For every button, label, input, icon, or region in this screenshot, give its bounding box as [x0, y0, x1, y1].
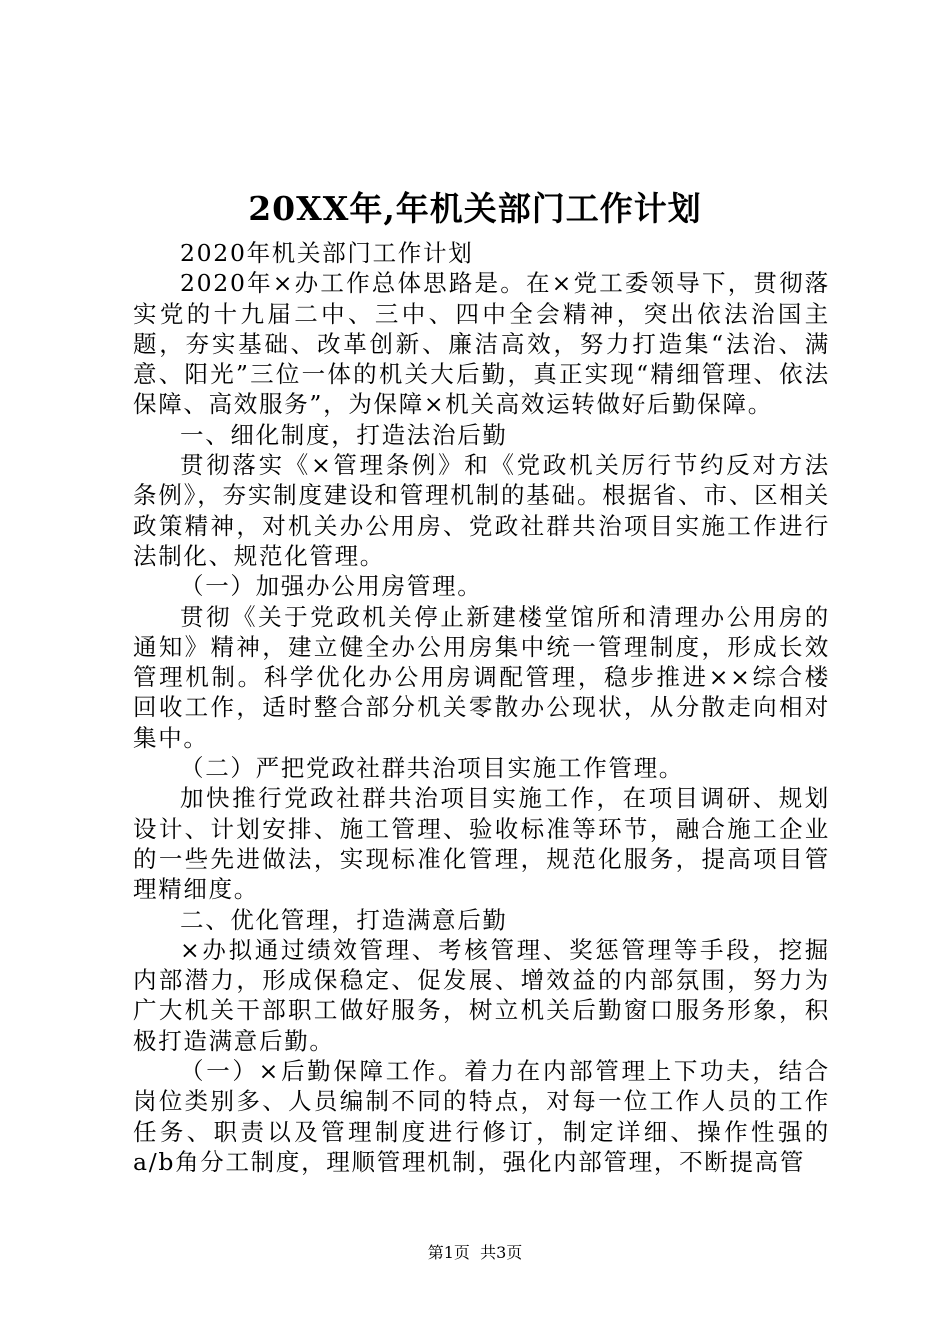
subsection-heading-1-2: （二）严把党政社群共治项目实施工作管理。	[180, 754, 684, 783]
paragraph-subsection-1-2: 加快推行党政社群共治项目实施工作，在项目调研、规划设计、计划安排、施工管理、验收标准等环节，融合施工企业的一些先进做法，实现标准化管理，规范化服务，提高项目管理精细度。	[133, 784, 830, 904]
paragraph-subtitle: 2020年机关部门工作计划	[180, 239, 474, 267]
paragraph-subsection-2-1: （一）×后勤保障工作。着力在内部管理上下功夫，结合岗位类别多、人员编制不同的特点，对每一位工作人员的工作任务、职责以及管理制度进行修订，制定详细、操作性强的a/b角分工制度，理顺管理机制，强化内部管理，不断提高管	[133, 1057, 830, 1176]
document-body	[133, 238, 830, 1177]
paragraph-subsection-1-1: 贯彻《关于党政机关停止新建楼堂馆所和清理办公用房的通知》精神，建立健全办公用房集中统一管理制度，形成长效管理机制。科学优化办公用房调配管理，稳步推进××综合楼回收工作，适时整合部分机关零散办公现状，从分散走向相对集中。	[133, 602, 830, 752]
subsection-heading-1-1: （一）加强办公用房管理。	[180, 572, 483, 601]
section-heading-2: 二、优化管理，打造满意后勤	[180, 905, 508, 934]
paragraph-section-2: ×办拟通过绩效管理、考核管理、奖惩管理等手段，挖掘内部潜力，形成保稳定、促发展、增效益的内部氛围，努力为广大机关干部职工做好服务，树立机关后勤窗口服务形象，积极打造满意后勤。	[133, 935, 830, 1055]
paragraph-section-1: 贯彻落实《×管理条例》和《党政机关厉行节约反对方法条例》，夯实制度建设和管理机制的基础。根据省、市、区相关政策精神，对机关办公用房、党政社群共治项目实施工作进行法制化、规范化管理。	[133, 451, 830, 570]
paragraph-overview: 2020年×办工作总体思路是。在×党工委领导下，贯彻落实党的十九届二中、三中、四中全会精神，突出依法治国主题，夯实基础、改革创新、廉洁高效，努力打造集“法治、满意、阳光”三位一体的机关大后勤，真正实现“精细管理、依法保障、高效服务”，为保障×机关高效运转做好后勤保障。	[133, 269, 830, 419]
page-footer	[0, 1242, 950, 1264]
document-title: 20XX年,年机关部门工作计划	[248, 189, 702, 228]
page-number-label: 第1页 共3页	[427, 1243, 523, 1262]
section-heading-1: 一、细化制度，打造法治后勤	[180, 420, 508, 449]
